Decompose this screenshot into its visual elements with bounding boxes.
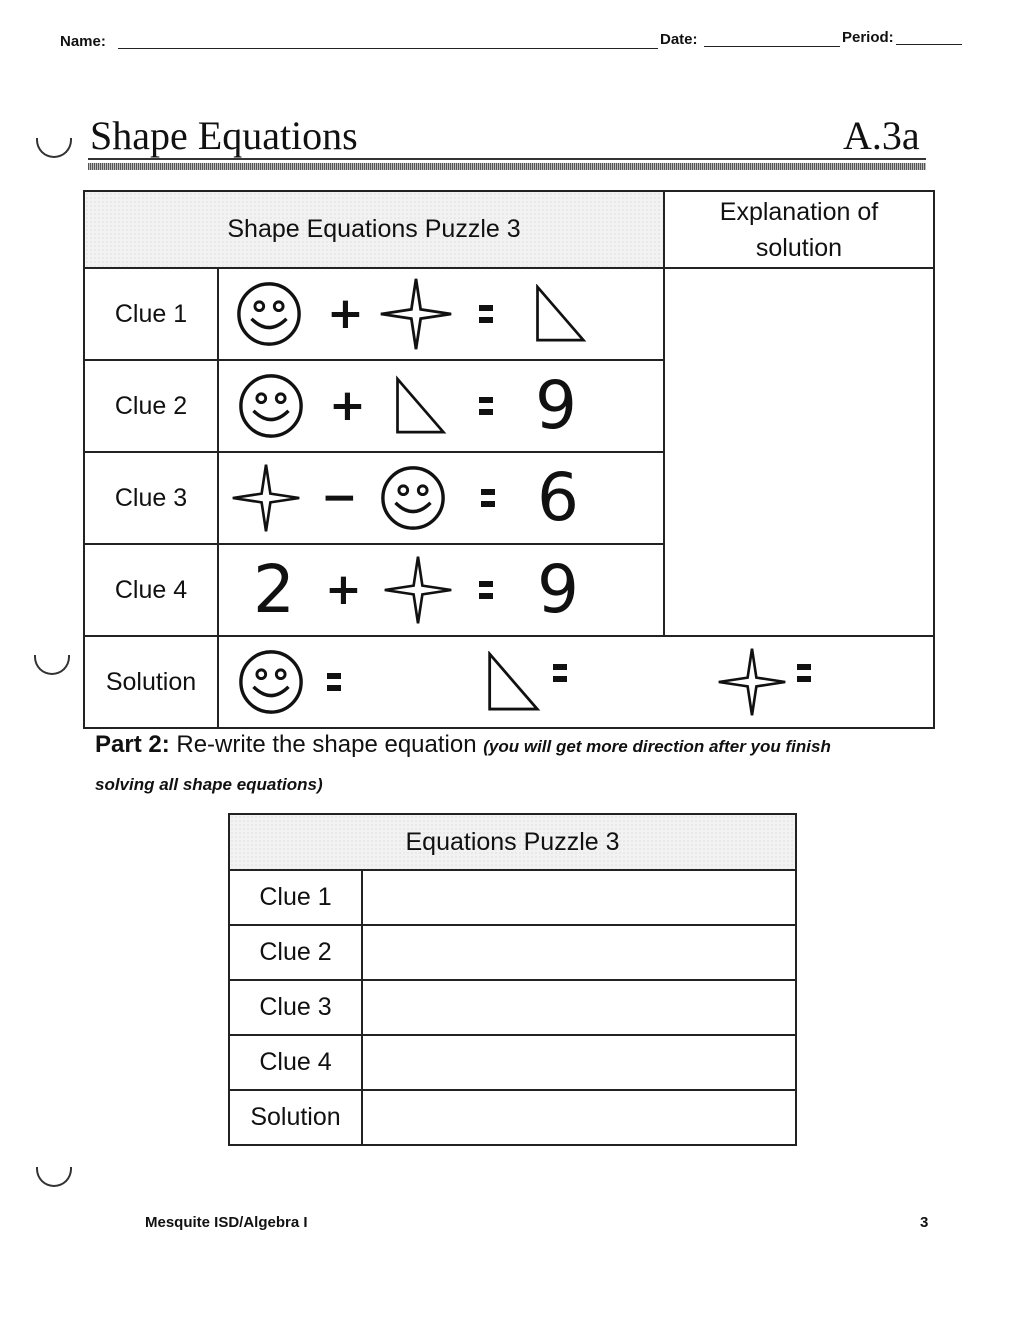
result-number: 9 — [537, 551, 579, 628]
solution-equation[interactable] — [218, 636, 934, 728]
part2-note: (you will get more direction after you finish — [483, 737, 831, 756]
triangle-icon — [485, 651, 541, 713]
equals-sign — [481, 489, 495, 507]
explanation-heading — [664, 191, 934, 268]
equation-answer-cell[interactable] — [362, 1090, 796, 1145]
equation-row-label: Solution — [229, 1090, 362, 1145]
equation-row — [229, 1035, 796, 1090]
lesson-code: A.3a — [843, 113, 920, 158]
title-rule — [88, 158, 926, 160]
result-number: 6 — [537, 459, 579, 536]
clue-label: Clue 3 — [84, 452, 218, 544]
clue-label: Clue 4 — [84, 544, 218, 636]
title-rule-hatched — [88, 163, 926, 170]
solution-label: Solution — [84, 636, 218, 728]
page-title: Shape Equations — [90, 113, 358, 158]
name-field[interactable] — [118, 48, 658, 49]
minus-operator: − — [321, 472, 358, 523]
star-icon — [231, 460, 301, 536]
part2-label: Part 2: — [95, 731, 170, 758]
solution-row — [84, 636, 934, 728]
plus-operator: + — [325, 564, 362, 615]
clue-equation — [218, 544, 664, 636]
equals-sign — [553, 664, 567, 682]
equations-table — [228, 813, 797, 1146]
part2-note-line2: solving all shape equations) — [95, 775, 323, 794]
period-field[interactable] — [896, 44, 962, 45]
equation-row — [229, 925, 796, 980]
clue-label: Clue 2 — [84, 360, 218, 452]
period-label: Period: — [842, 29, 894, 46]
result-number: 9 — [535, 367, 577, 444]
smiley-icon — [237, 372, 305, 440]
clue-equation — [218, 452, 664, 544]
explanation-area[interactable] — [664, 268, 934, 636]
smiley-icon — [235, 280, 303, 348]
clue-equation — [218, 268, 664, 360]
star-icon — [379, 275, 453, 353]
equations-heading: Equations Puzzle 3 — [229, 814, 796, 870]
equation-row — [229, 870, 796, 925]
clue-row — [84, 268, 934, 360]
star-icon — [717, 644, 787, 720]
equation-row-label: Clue 4 — [229, 1035, 362, 1090]
equation-answer-cell[interactable] — [362, 1035, 796, 1090]
equals-sign — [327, 673, 341, 691]
equation-answer-cell[interactable] — [362, 925, 796, 980]
explanation-heading-line1: Explanation of — [719, 197, 879, 226]
plus-operator: + — [329, 380, 366, 431]
plus-operator: + — [327, 288, 364, 339]
equation-row-label: Clue 2 — [229, 925, 362, 980]
triangle-icon — [393, 373, 447, 439]
binder-hole-icon — [34, 655, 70, 675]
part2-instruction — [95, 731, 955, 759]
equals-sign — [479, 305, 493, 323]
explanation-heading-line2: solution — [755, 233, 843, 262]
binder-hole-icon — [36, 1167, 72, 1187]
equation-row — [229, 1090, 796, 1145]
operand-number: 2 — [253, 551, 295, 628]
name-label: Name: — [60, 33, 106, 50]
part2-note-cont — [95, 769, 323, 797]
equation-row — [229, 980, 796, 1035]
equation-answer-cell[interactable] — [362, 980, 796, 1035]
date-field[interactable] — [704, 46, 840, 47]
footer-source: Mesquite ISD/Algebra I — [145, 1214, 308, 1231]
shape-puzzle-table — [83, 190, 935, 729]
clue-label: Clue 1 — [84, 268, 218, 360]
equation-row-label: Clue 1 — [229, 870, 362, 925]
equals-sign — [479, 581, 493, 599]
part2-text: Re-write the shape equation — [176, 731, 477, 758]
triangle-icon — [533, 284, 587, 344]
star-icon — [383, 552, 453, 628]
smiley-icon — [237, 648, 305, 716]
equation-answer-cell[interactable] — [362, 870, 796, 925]
smiley-icon — [379, 464, 447, 532]
puzzle-heading: Shape Equations Puzzle 3 — [84, 191, 664, 268]
page-number: 3 — [920, 1214, 929, 1231]
date-label: Date: — [660, 31, 698, 48]
equals-sign — [479, 397, 493, 415]
equation-row-label: Clue 3 — [229, 980, 362, 1035]
clue-equation — [218, 360, 664, 452]
equals-sign — [797, 664, 811, 682]
binder-hole-icon — [36, 138, 72, 158]
